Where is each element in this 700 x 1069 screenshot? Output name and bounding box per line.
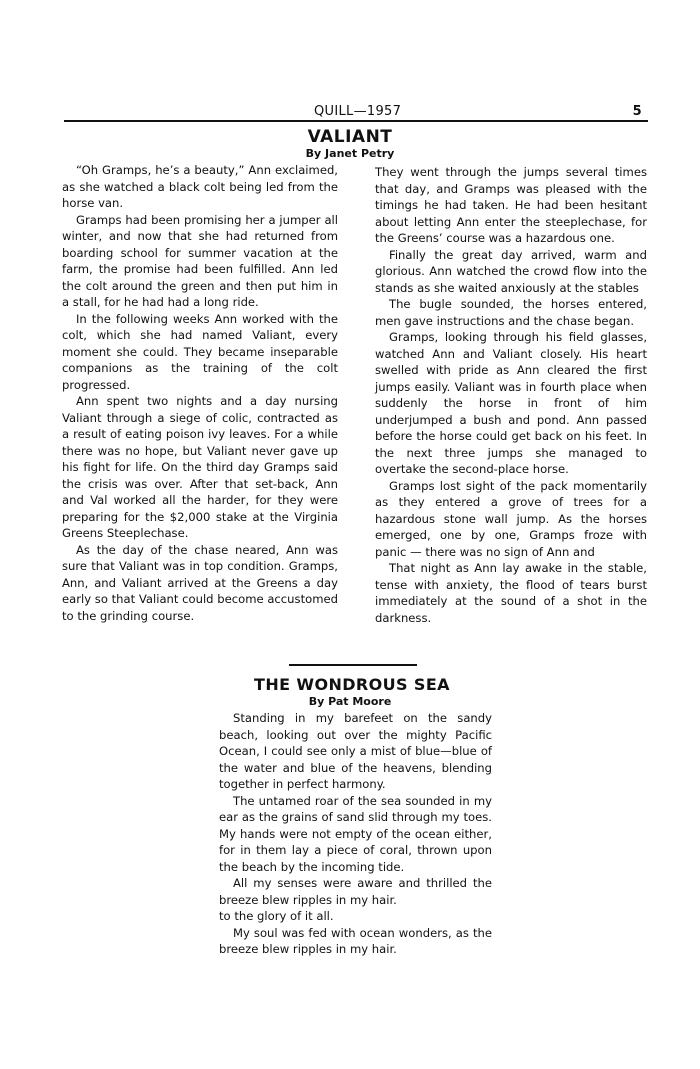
header-rule [64,120,648,122]
paragraph: Finally the great day arrived, warm and glorious. Ann watched the crowd flow into the stands as she waited anxiously at the stables [375,247,647,295]
paragraph: As the day of the chase neared, Ann was sure that Valiant was in top condition. Gramps, Ann, and Valiant arrived at the Greens a day early so that Valiant could become accustomed to the grinding course. [62,542,338,623]
story-valiant-column-1 [62,162,338,624]
story-byline-valiant: By Janet Petry [305,147,395,160]
page-number: 5 [632,104,642,119]
paragraph: The untamed roar of the sea sounded in my ear as the grains of sand slid through my toes. My hands were not empty of the ocean either, for in them lay a piece of coral, thrown upon the beach by the incoming tide. [219,793,492,874]
paragraph: The bugle sounded, the horses entered, men gave instructions and the chase began. [375,297,647,328]
paragraph: My soul was fed with ocean wonders, as the breeze blew ripples in my hair. [219,925,492,956]
story-title-valiant: VALIANT [307,127,393,147]
publication-title: QUILL—1957 [314,104,402,119]
story-divider [289,664,417,666]
paragraph: They went through the jumps several times that day, and Gramps was pleased with the timings he had taken. He had been hesitant about letting Ann enter the steeplechase, for the Greens’ course was a hazardous one. [375,165,647,245]
paragraph: All my senses were aware and thrilled the breeze blew ripples in my hair. [219,876,492,907]
paragraph: Gramps lost sight of the pack momentarily as they entered a grove of trees for a hazardous stone wall jump. As the horses emerged, one by one, Gramps froze with panic — there was no sign of Ann and [375,478,647,559]
story-wondrous-sea-body [219,710,492,958]
paragraph: That night as Ann lay awake in the stable, tense with anxiety, the flood of tears burst immediately at the sound of a shot in the darkness. [375,561,647,625]
paragraph: Gramps had been promising her a jumper all winter, and now that she had returned from boarding school for summer vacation at the farm, the promise had been fulfilled. Ann led the colt around the green and then put him in a stall, for he had had a long ride. [62,212,338,309]
paragraph: to the glory of it all. [219,909,334,923]
paragraph: “Oh Gramps, he’s a beauty,” Ann exclaimed, as she watched a black colt being led from the horse van. [62,163,338,210]
paragraph: Standing in my barefeet on the sandy beach, looking out over the mighty Pacific Ocean, I could see only a mist of blue—blue of the water and blue of the heavens, blending together in perfect harmony. [219,711,492,791]
paragraph: Gramps, looking through his field glasses, watched Ann and Valiant closely. His heart swelled with pride as Ann cleared the first jumps easily. Valiant was in fourth place when suddenly the horse in front of him underjumped a bush and pond. Ann passed before the horse could get back on his feet. In the next three jumps she managed to overtake the second-place horse. [375,330,647,476]
paragraph: In the following weeks Ann worked with the colt, which she had named Valiant, every moment she could. They became inseparable companions as the training of the colt progressed. [62,311,338,392]
story-title-wondrous-sea: THE WONDROUS SEA [254,675,450,694]
paragraph: Ann spent two nights and a day nursing Valiant through a siege of colic, contracted as a result of eating poison ivy leaves. For a while there was no hope, but Valiant never gave up his fight for life. On the third day Gramps said the crisis was over. After that set-back, Ann and Val worked all the harder, for they were preparing for the $2,000 stake at the Virginia Greens Steeplechase. [62,394,338,540]
story-valiant-column-2 [375,164,647,626]
story-byline-wondrous-sea: By Pat Moore [308,695,392,708]
